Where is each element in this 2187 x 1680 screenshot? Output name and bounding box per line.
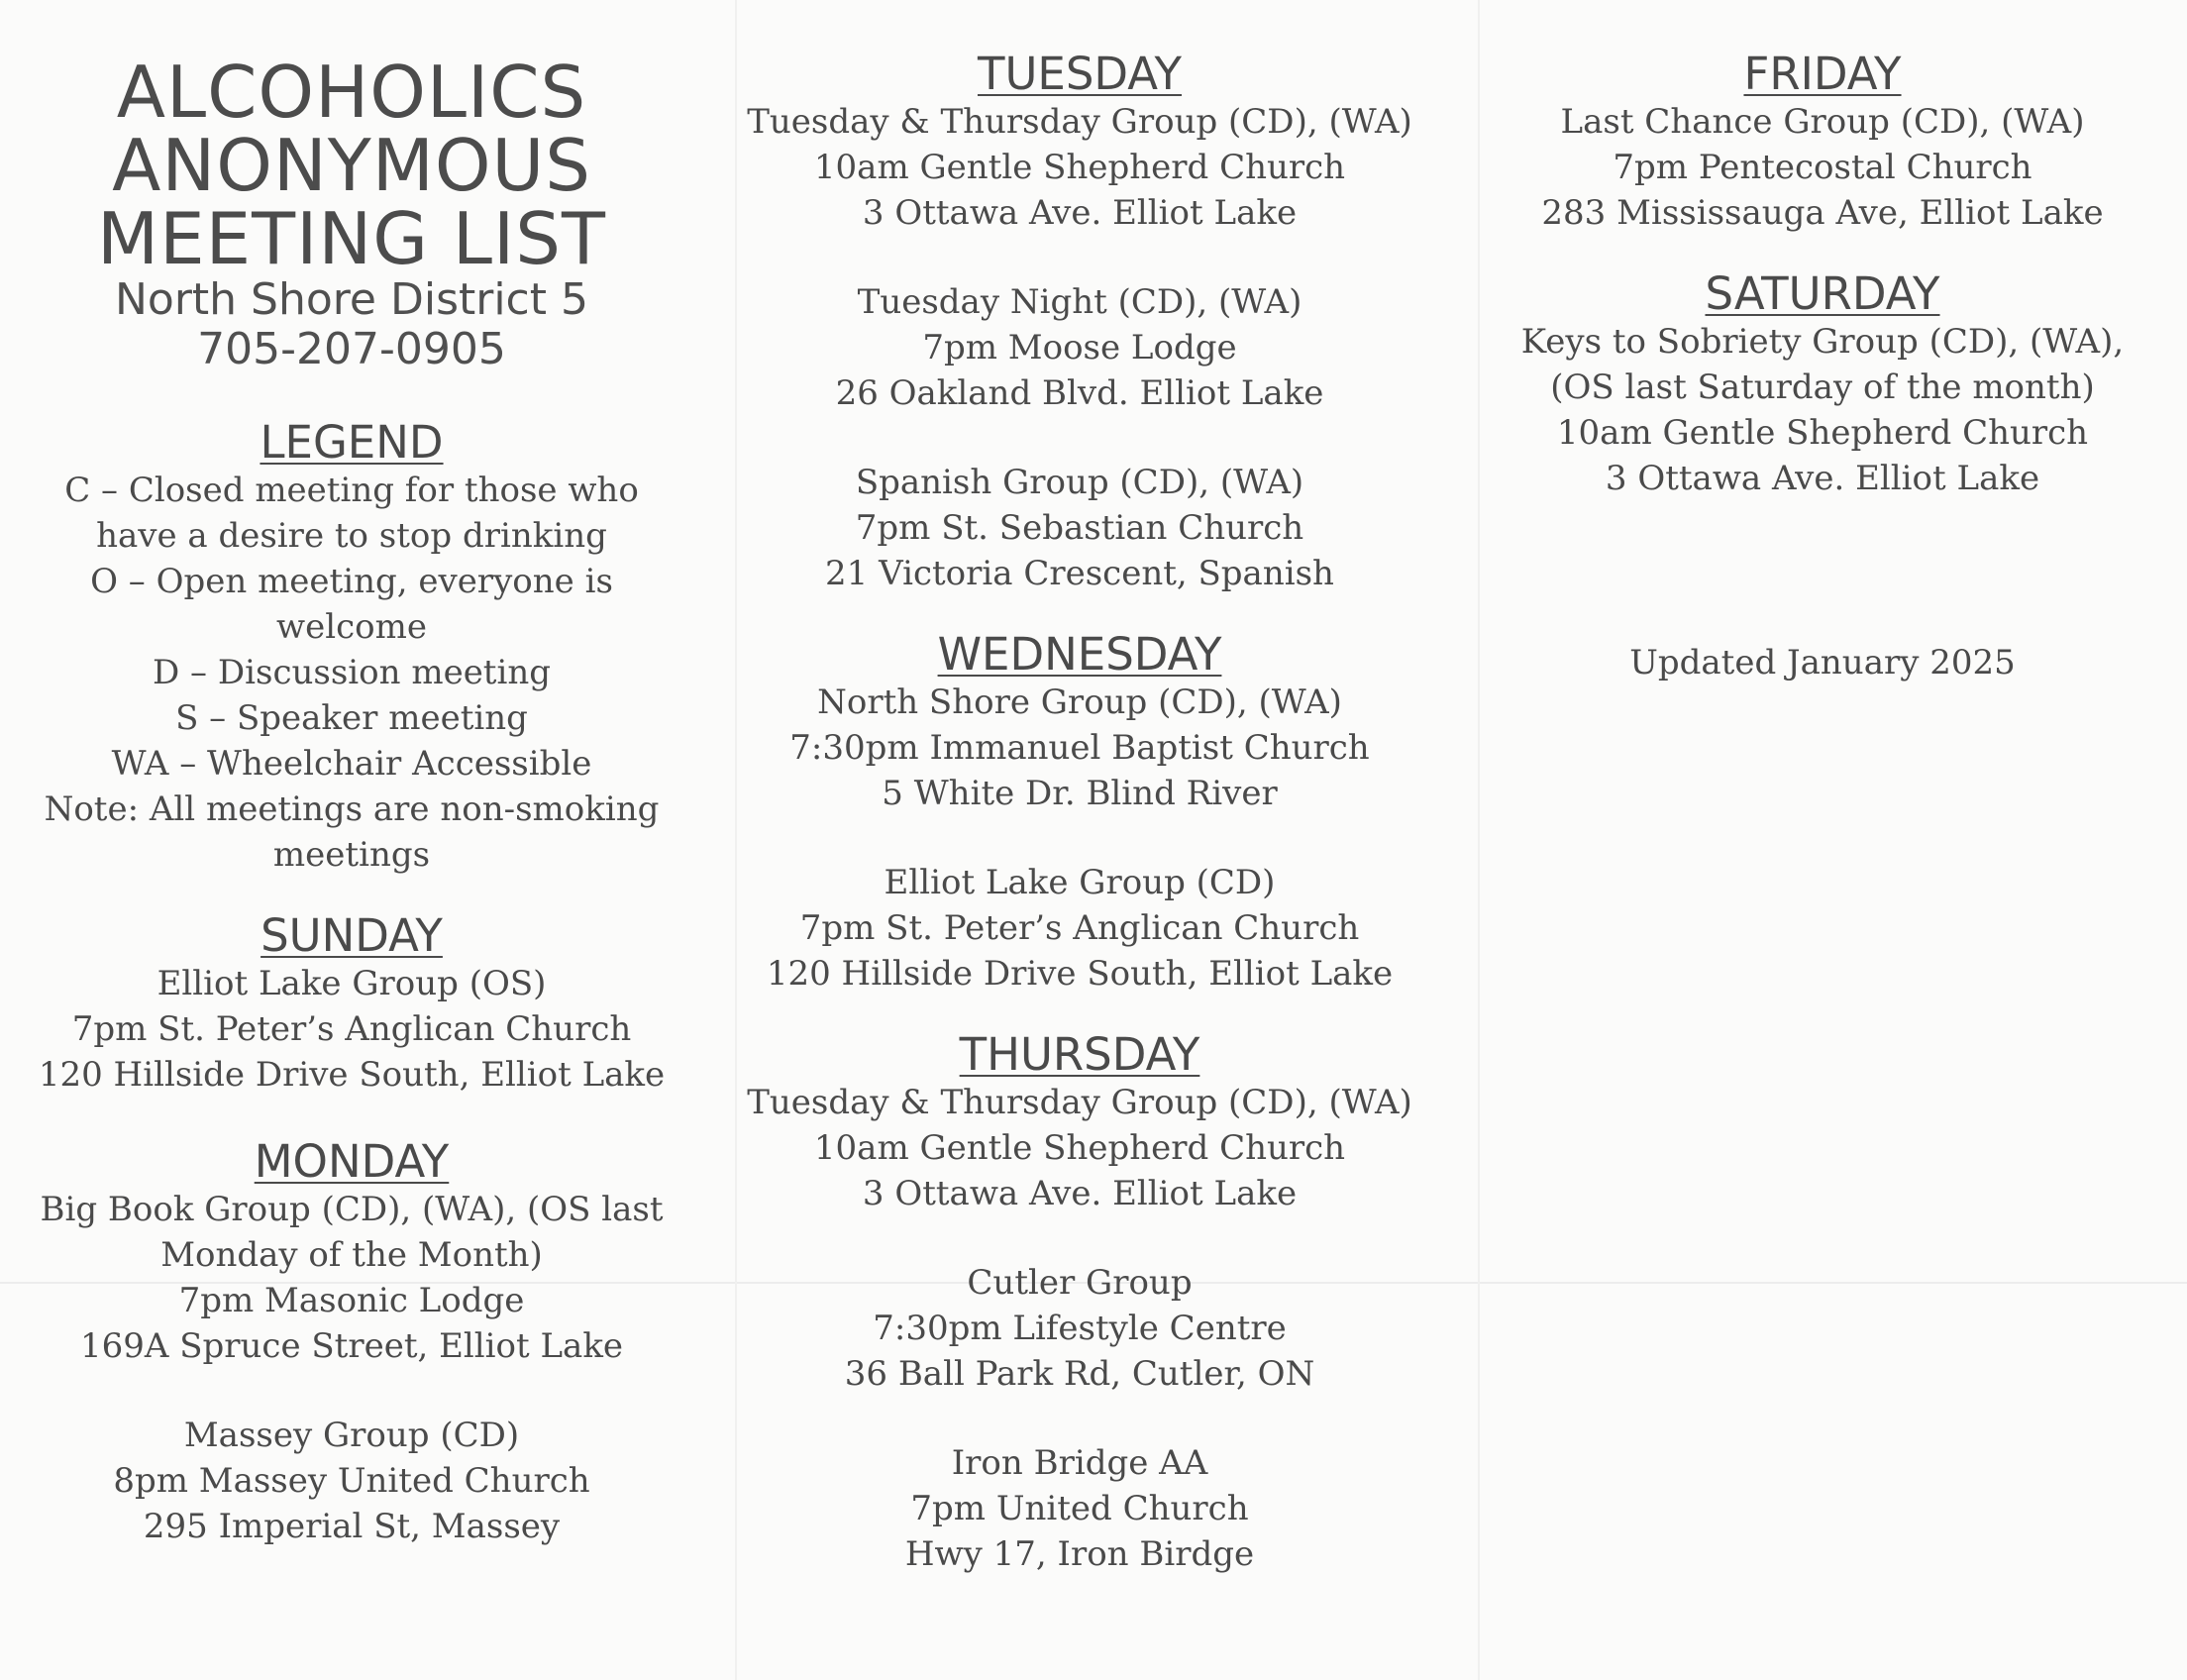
legend-line: Note: All meetings are non-smoking	[44, 789, 660, 829]
monday-heading: MONDAY	[254, 1135, 450, 1188]
monday-section	[30, 1137, 674, 1549]
saturday-section	[1486, 269, 2159, 501]
right-panel	[1486, 0, 2159, 685]
meeting-entry	[733, 99, 1426, 236]
meeting-entry	[733, 680, 1426, 816]
meeting-line: Spanish Group (CD), (WA)	[855, 463, 1304, 502]
phone-number: 705-207-0905	[197, 324, 506, 374]
meeting-line: 283 Mississauga Ave, Elliot Lake	[1541, 193, 2104, 233]
meeting-line: Elliot Lake Group (CD)	[884, 863, 1276, 902]
district-name: North Shore District 5	[115, 274, 588, 325]
panel-divider-2	[1478, 0, 1480, 1680]
meeting-entry	[30, 1413, 674, 1549]
meeting-line: Elliot Lake Group (OS)	[156, 964, 547, 1003]
meeting-entry	[1486, 319, 2159, 501]
meeting-line: Massey Group (CD)	[183, 1416, 520, 1455]
meeting-line: 7pm United Church	[910, 1489, 1249, 1528]
meeting-line: Cutler Group	[967, 1263, 1193, 1303]
meeting-line: 3 Ottawa Ave. Elliot Lake	[862, 1174, 1298, 1213]
meeting-entry	[733, 279, 1426, 416]
legend-line: C – Closed meeting for those who	[64, 471, 639, 510]
meeting-line: 295 Imperial St, Massey	[143, 1507, 561, 1546]
updated-date: Updated January 2025	[1629, 643, 2016, 682]
title-line-2: ANONYMOUS	[112, 124, 591, 207]
sunday-heading: SUNDAY	[260, 909, 443, 962]
meeting-line: North Shore Group (CD), (WA)	[817, 682, 1342, 722]
meeting-line: 5 White Dr. Blind River	[882, 774, 1278, 813]
meeting-line: Monday of the Month)	[160, 1235, 543, 1275]
meeting-entry	[1486, 99, 2159, 236]
sunday-section	[30, 911, 674, 1098]
meeting-line: 7pm Masonic Lodge	[178, 1281, 525, 1320]
meeting-line: 7pm St. Sebastian Church	[855, 508, 1304, 548]
meeting-line: 10am Gentle Shepherd Church	[813, 148, 1346, 187]
meeting-entry	[733, 1440, 1426, 1577]
meeting-line: Tuesday Night (CD), (WA)	[857, 282, 1302, 322]
meeting-line: 7pm St. Peter’s Anglican Church	[799, 908, 1360, 948]
title-line-3: MEETING LIST	[97, 197, 606, 280]
meeting-line: Last Chance Group (CD), (WA)	[1560, 102, 2085, 142]
left-panel	[30, 0, 674, 1549]
meeting-entry	[733, 1080, 1426, 1216]
friday-heading: FRIDAY	[1743, 48, 1902, 100]
meeting-entry	[733, 460, 1426, 596]
meeting-line: 120 Hillside Drive South, Elliot Lake	[38, 1055, 666, 1095]
legend-heading: LEGEND	[260, 416, 444, 469]
thursday-section	[733, 1030, 1426, 1577]
meeting-line: 3 Ottawa Ave. Elliot Lake	[1605, 459, 2040, 498]
meeting-line: 21 Victoria Crescent, Spanish	[825, 554, 1334, 593]
wednesday-section	[733, 630, 1426, 997]
tuesday-heading: TUESDAY	[977, 48, 1183, 100]
meeting-line: 120 Hillside Drive South, Elliot Lake	[766, 954, 1394, 994]
meeting-line: 10am Gentle Shepherd Church	[1556, 413, 2089, 453]
meeting-line: 7:30pm Lifestyle Centre	[873, 1309, 1287, 1348]
legend-line: meetings	[272, 835, 431, 875]
legend-line: have a desire to stop drinking	[96, 516, 607, 556]
meeting-line: 8pm Massey United Church	[113, 1461, 590, 1501]
meeting-line: 3 Ottawa Ave. Elliot Lake	[862, 193, 1298, 233]
legend-line: WA – Wheelchair Accessible	[111, 744, 592, 784]
meeting-line: Big Book Group (CD), (WA), (OS last	[40, 1190, 664, 1229]
meeting-entry	[30, 1187, 674, 1369]
meeting-line: 7pm St. Peter’s Anglican Church	[71, 1009, 632, 1049]
meeting-entry	[733, 1260, 1426, 1397]
wednesday-heading: WEDNESDAY	[937, 628, 1222, 681]
meeting-line: Hwy 17, Iron Birdge	[904, 1534, 1255, 1574]
thursday-heading: THURSDAY	[959, 1028, 1200, 1081]
meeting-line: 10am Gentle Shepherd Church	[813, 1128, 1346, 1168]
meeting-line: Tuesday & Thursday Group (CD), (WA)	[747, 102, 1412, 142]
legend-line: D – Discussion meeting	[152, 653, 552, 692]
tuesday-section	[733, 50, 1426, 596]
meeting-line: 7pm Moose Lodge	[922, 328, 1237, 368]
meeting-line: 7pm Pentecostal Church	[1613, 148, 2032, 187]
legend-line: O – Open meeting, everyone is	[90, 562, 613, 601]
main-title	[30, 51, 674, 280]
middle-panel	[733, 0, 1426, 1577]
meeting-entry	[733, 860, 1426, 997]
meeting-entry	[30, 961, 674, 1098]
meeting-line: Iron Bridge AA	[951, 1443, 1208, 1483]
legend-line: welcome	[276, 607, 427, 647]
meeting-line: Tuesday & Thursday Group (CD), (WA)	[747, 1083, 1412, 1122]
meeting-line: Keys to Sobriety Group (CD), (WA),	[1520, 322, 2125, 362]
meeting-line: 169A Spruce Street, Elliot Lake	[79, 1326, 624, 1366]
title-line-1: ALCOHOLICS	[116, 51, 587, 134]
saturday-heading: SATURDAY	[1705, 267, 1940, 320]
friday-section	[1486, 50, 2159, 236]
meeting-line: 7:30pm Immanuel Baptist Church	[789, 728, 1370, 768]
meeting-line: (OS last Saturday of the month)	[1550, 368, 2095, 407]
legend-section	[30, 418, 674, 878]
legend-line: S – Speaker meeting	[175, 698, 528, 738]
meeting-line: 26 Oakland Blvd. Elliot Lake	[835, 373, 1324, 413]
meeting-line: 36 Ball Park Rd, Cutler, ON	[844, 1354, 1315, 1394]
